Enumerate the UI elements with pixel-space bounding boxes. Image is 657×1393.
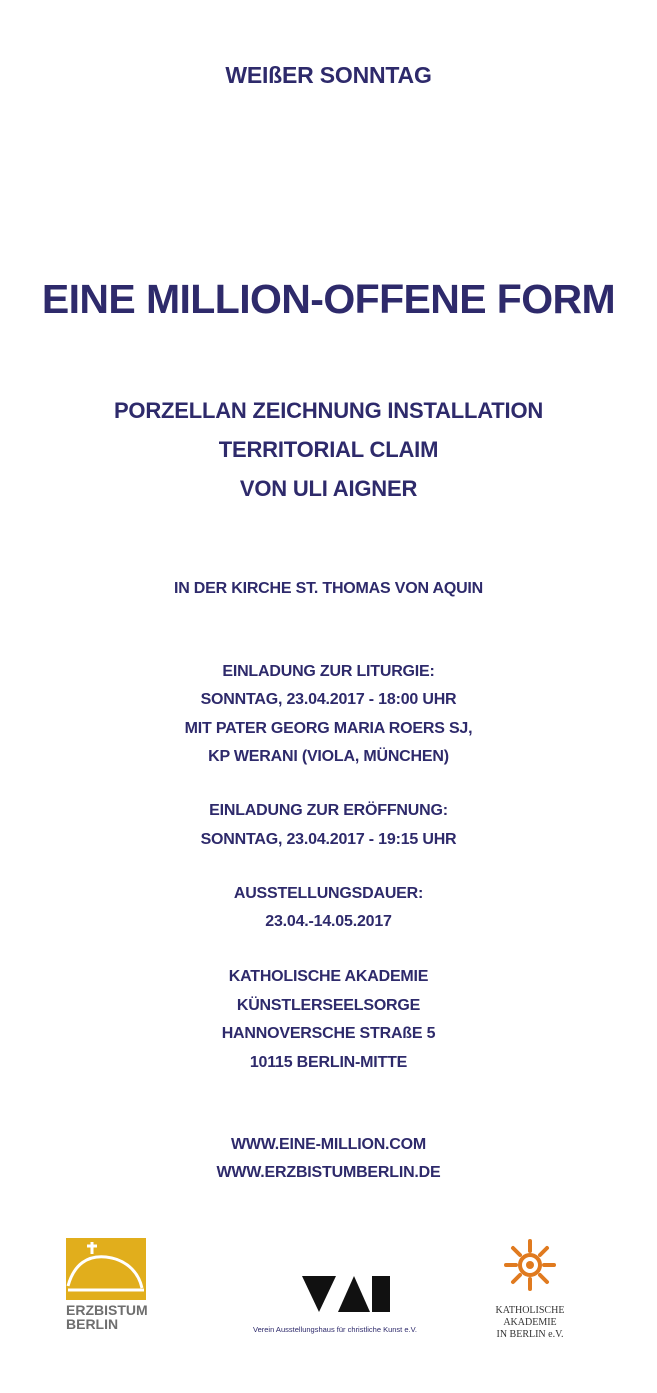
vak-caption: Verein Ausstellungshaus für christliche Kunst e.V. — [253, 1325, 417, 1334]
akademie-text-1: KATHOLISCHE AKADEMIE — [495, 1305, 565, 1328]
erzbistum-text-1: ERZBISTUM — [66, 1302, 148, 1318]
title: EINE MILLION-OFFENE FORM — [41, 276, 616, 322]
erzbistum-text-2: BERLIN — [66, 1316, 119, 1332]
address-line-3: HANNOVERSCHE STRAßE 5 — [221, 1025, 436, 1042]
vak-logo — [250, 1276, 420, 1334]
duration-line-1: AUSSTELLUNGSDAUER: — [233, 885, 424, 902]
akademie-text-2: IN BERLIN e.V. — [496, 1329, 564, 1340]
liturgy-line-4: KP WERANI (VIOLA, MÜNCHEN) — [208, 748, 449, 765]
address-line-4: 10115 BERLIN-MITTE — [249, 1054, 408, 1071]
subtitle-line-1: PORZELLAN ZEICHNUNG INSTALLATION — [113, 398, 544, 423]
address-line-2: KÜNSTLERSEELSORGE — [236, 997, 421, 1014]
erzbistum-logo — [66, 1238, 146, 1331]
address-line-1: KATHOLISCHE AKADEMIE — [228, 968, 429, 985]
liturgy-line-1: EINLADUNG ZUR LITURGIE: — [222, 663, 435, 680]
akademie-emblem-icon — [503, 1238, 557, 1292]
subtitle-line-2: TERRITORIAL CLAIM — [218, 437, 439, 462]
erzbistum-emblem-icon — [66, 1238, 146, 1300]
eyebrow: WEIßER SONNTAG — [225, 62, 432, 88]
link-eine-million[interactable]: WWW.EINE-MILLION.COM — [230, 1136, 427, 1153]
subtitle-line-3: VON ULI AIGNER — [239, 476, 418, 501]
duration-line-2: 23.04.-14.05.2017 — [265, 913, 392, 930]
vak-symbol-icon — [280, 1276, 390, 1314]
liturgy-line-2: SONNTAG, 23.04.2017 - 18:00 UHR — [200, 691, 457, 708]
liturgy-line-3: MIT PATER GEORG MARIA ROERS SJ, — [184, 720, 473, 737]
link-erzbistum[interactable]: WWW.ERZBISTUMBERLIN.DE — [216, 1164, 441, 1181]
akademie-logo — [468, 1238, 592, 1341]
opening-line-2: SONNTAG, 23.04.2017 - 19:15 UHR — [200, 831, 457, 848]
location: IN DER KIRCHE ST. THOMAS VON AQUIN — [173, 580, 484, 597]
opening-line-1: EINLADUNG ZUR ERÖFFNUNG: — [209, 802, 448, 819]
